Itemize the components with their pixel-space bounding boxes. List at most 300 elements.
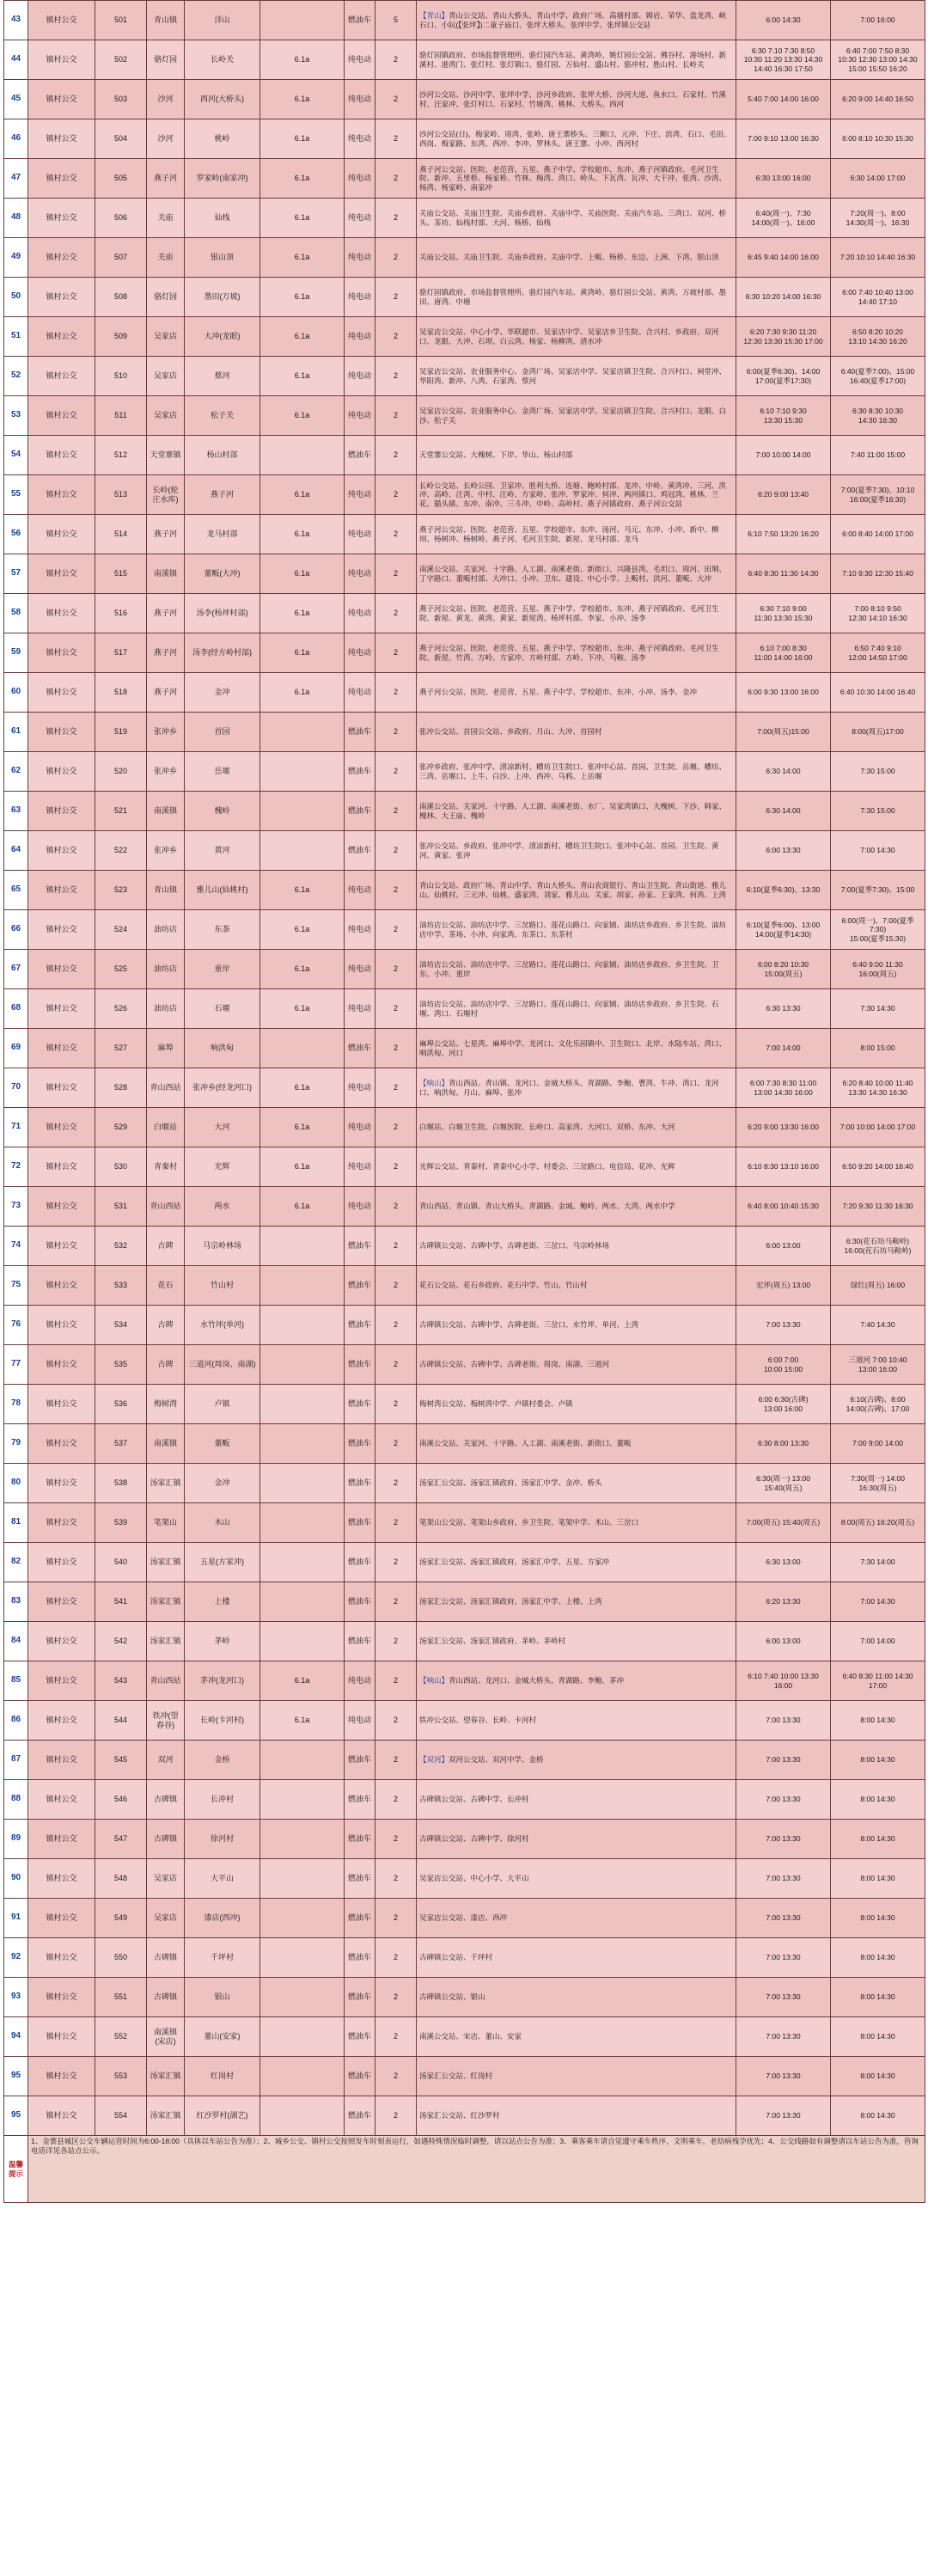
departure-times-return: 8:00 14:30 (831, 2017, 925, 2057)
terminal-stop: 杨山村部 (185, 436, 260, 475)
route-number: 534 (95, 1306, 147, 1345)
stop-list (417, 871, 736, 910)
company-name: 镇村公交 (28, 80, 95, 119)
route-mileage (260, 1, 345, 40)
terminal-stop: 千坪村 (185, 1938, 260, 1978)
company-name: 镇村公交 (28, 1424, 95, 1464)
row-number: 49 (4, 238, 28, 278)
route-mileage (260, 1780, 345, 1820)
departure-times-return: 6:40(夏季7:00)、15:00 16:40(夏季17:00) (831, 357, 925, 396)
stop-list (417, 1978, 736, 2017)
route-mileage: 6.1a (260, 633, 345, 673)
terminal-stop: 汤李(杨坪村部) (185, 594, 260, 633)
departure-times-outbound: 5:40 7:00 14:00 16:00 (736, 80, 831, 119)
vehicle-type: 纯电动 (345, 1701, 375, 1741)
company-name: 镇村公交 (28, 1543, 95, 1582)
stop-list (417, 475, 736, 515)
route-number: 530 (95, 1147, 147, 1187)
row-number: 47 (4, 159, 28, 199)
terminal-stop: 岳堰 (185, 752, 260, 792)
departure-times-outbound: 6:30 14:00 (736, 752, 831, 792)
footer-label: 温馨提示 (4, 2136, 28, 2203)
departure-times-outbound: 6:10 7:00 8:30 11:00 14:00 16:00 (736, 633, 831, 673)
origin-stop: 张冲乡 (147, 831, 185, 871)
terminal-stop: 长岭(卡河村) (185, 1701, 260, 1741)
departure-times-outbound: 6:10(夏季6:30)、13:30 (736, 871, 831, 910)
departure-times-return: 7:40 14:30 (831, 1306, 925, 1345)
vehicle-count: 2 (375, 317, 417, 357)
stop-list-text: 天堂寨公交站、大槐树、下岸、华山、杨山村部 (419, 450, 573, 460)
origin-stop: 燕子河 (147, 633, 185, 673)
vehicle-type: 纯电动 (345, 1187, 375, 1227)
terminal-stop: 燕子河 (185, 475, 260, 515)
table-row (4, 752, 925, 792)
route-mileage: 6.1a (260, 1187, 345, 1227)
origin-stop: 南溪镇 (147, 1424, 185, 1464)
departure-times-outbound: 6:20 7:30 9:30 11:20 12:30 13:30 15:30 17:00 (736, 317, 831, 357)
table-row (4, 2096, 925, 2136)
stop-list (417, 1780, 736, 1820)
route-mileage (260, 792, 345, 831)
departure-times-outbound: 7:00 10:00 14:00 (736, 436, 831, 475)
departure-times-outbound: 6:00 7:00 10:00 15:00 (736, 1345, 831, 1385)
vehicle-type: 燃油车 (345, 2096, 375, 2136)
departure-times-outbound: 7:00 13:30 (736, 1938, 831, 1978)
origin-stop: 古碑 (147, 1227, 185, 1266)
route-mileage (260, 1899, 345, 1938)
company-name: 镇村公交 (28, 238, 95, 278)
row-number: 77 (4, 1345, 28, 1385)
company-name: 镇村公交 (28, 1, 95, 40)
company-name: 镇村公交 (28, 1503, 95, 1543)
stop-list-text: 沙河公交站、沙河中学、张坪中学、沙河乡政府、张坪大桥、沙河大道、鱼水口、石家村、竹溪村、汪家冲、张灯村口、石家村、竹塘湾、桃林、大桥头、西河 (419, 90, 727, 108)
vehicle-type: 燃油车 (345, 792, 375, 831)
terminal-stop: 长冲村 (185, 1780, 260, 1820)
route-number: 502 (95, 40, 147, 80)
company-name: 镇村公交 (28, 1068, 95, 1108)
departure-times-return: 8:00 14:30 (831, 1899, 925, 1938)
route-number: 550 (95, 1938, 147, 1978)
origin-stop: 青秦村 (147, 1147, 185, 1187)
departure-times-return: 7:00(夏季7:30)、15:00 (831, 871, 925, 910)
vehicle-count: 2 (375, 1108, 417, 1147)
terminal-stop: 五星(方家冲) (185, 1543, 260, 1582)
table-row (4, 1147, 925, 1187)
route-number: 501 (95, 1, 147, 40)
vehicle-count: 2 (375, 1543, 417, 1582)
stop-list-text: 燕子河公交站、医院、老范营、五星、燕子中学、学校超市、东冲、小冲、汤李、金冲 (419, 688, 698, 697)
stop-list-text: 古碑镇公交站、古碑中学、古碑老街、周岗、南湖、三道河 (419, 1360, 610, 1369)
route-mileage: 6.1a (260, 989, 345, 1029)
stop-list-text: 梅树湾公交站、梅树湾中学、卢镇村委会、卢镇 (419, 1399, 573, 1409)
origin-stop: 燕子河 (147, 673, 185, 713)
stop-list (417, 357, 736, 396)
company-name: 镇村公交 (28, 1108, 95, 1147)
origin-stop: 骆灯园 (147, 278, 185, 317)
vehicle-type: 燃油车 (345, 1306, 375, 1345)
table-row (4, 1622, 925, 1661)
terminal-stop: 罗家岭(南家冲) (185, 159, 260, 199)
route-mileage: 6.1a (260, 317, 345, 357)
company-name: 镇村公交 (28, 910, 95, 950)
departure-times-return: 8:00 15:00 (831, 1029, 925, 1068)
stop-list-text: 青山公交站、青山大桥头、青山中学、政府广场、高塘村部、姆岩、荣华、盘龙湾、峡石口、小阮(【张坪】)二童子庙口、张坪大桥头、张坪中学、张坪镇公交站 (419, 11, 727, 29)
table-row (4, 831, 925, 871)
vehicle-count: 2 (375, 633, 417, 673)
terminal-stop: 响洪甸 (185, 1029, 260, 1068)
vehicle-count: 2 (375, 396, 417, 436)
origin-stop: 燕子河 (147, 159, 185, 199)
departure-times-return: 8:00 14:30 (831, 1859, 925, 1899)
table-row (4, 1543, 925, 1582)
route-number: 552 (95, 2017, 147, 2057)
row-number: 94 (4, 2017, 28, 2057)
company-name: 镇村公交 (28, 199, 95, 238)
departure-times-outbound: 7:00 13:30 (736, 1978, 831, 2017)
route-mileage: 6.1a (260, 475, 345, 515)
route-number: 510 (95, 357, 147, 396)
vehicle-count: 2 (375, 238, 417, 278)
terminal-stop: 大平山 (185, 1859, 260, 1899)
terminal-stop: 大河 (185, 1108, 260, 1147)
terminal-stop: 张冲乡(经龙河口) (185, 1068, 260, 1108)
origin-stop: 吴家店 (147, 1899, 185, 1938)
departure-times-outbound: 6:30 8:00 13:30 (736, 1424, 831, 1464)
route-number: 553 (95, 2057, 147, 2096)
route-number: 539 (95, 1503, 147, 1543)
route-number: 537 (95, 1424, 147, 1464)
footer-notes: 1、金寨县城区公交车辆运营时间为6:00-18:00（具体以车站公告为准）；2、城乡公交、镇村公交按照发车时刻表运行，如遇特殊情况临时调整，请以站点公告为准；3、乘客乘车请自觉遵守乘车秩序，文明乘车，老幼病残孕优先；4、公交线路如有调整请以车站公告为准，咨询电话详见各站点公示。 (28, 2136, 925, 2203)
route-mileage (260, 1424, 345, 1464)
route-number: 529 (95, 1108, 147, 1147)
departure-times-return: 6:40 10:30 14:00 16:40 (831, 673, 925, 713)
row-number: 61 (4, 713, 28, 752)
vehicle-type: 纯电动 (345, 396, 375, 436)
route-number: 503 (95, 80, 147, 119)
departure-times-outbound: 6:40 8:00 10:40 15:30 (736, 1187, 831, 1227)
departure-times-outbound: 7:00(周五)15:00 (736, 713, 831, 752)
departure-times-outbound: 7:00 13:30 (736, 1306, 831, 1345)
departure-times-return: 7:00 9:00 14:00 (831, 1424, 925, 1464)
route-number: 547 (95, 1820, 147, 1859)
departure-times-outbound: 6:45 9:40 14:00 16:00 (736, 238, 831, 278)
table-row (4, 1187, 925, 1227)
stop-list-text: 关庙公交站、关庙卫生院、关庙乡政府、关庙中学、上畈、杨桥、东边、上洲、下湾、银山顶 (419, 253, 719, 262)
departure-times-return: 7:00 14:00 (831, 1622, 925, 1661)
terminal-stop: 龙马村部 (185, 515, 260, 554)
company-name: 镇村公交 (28, 40, 95, 80)
table-row (4, 199, 925, 238)
stop-list-text: 南溪公交站、关家河、十字路、人工湖、南溪老街、新街口、董畈 (419, 1439, 632, 1448)
row-number: 89 (4, 1820, 28, 1859)
vehicle-count: 2 (375, 792, 417, 831)
row-number: 91 (4, 1899, 28, 1938)
vehicle-count: 2 (375, 357, 417, 396)
company-name: 镇村公交 (28, 1859, 95, 1899)
stop-list (417, 1108, 736, 1147)
route-mileage (260, 713, 345, 752)
vehicle-count: 2 (375, 1147, 417, 1187)
origin-stop: 古碑镇 (147, 1938, 185, 1978)
stop-list-text: 吴家店公交站、农业服务中心、金湾广场、吴家店中学、吴家店镇卫生院、合兴村口、龙眼、白沙、松子关 (419, 407, 727, 425)
company-name: 镇村公交 (28, 1464, 95, 1503)
origin-stop: 汤家汇镇 (147, 1464, 185, 1503)
vehicle-type: 燃油车 (345, 1, 375, 40)
route-mileage (260, 831, 345, 871)
stop-list-text: 燕子河公交站、医院、老范营、五星、燕子中学、学校超市、东冲、燕子河镇政府、毛河卫生院、新屋、竹湾、方岭、方家冲、方岭村部、方岭、下冲、马鞍、汤李 (419, 644, 719, 662)
table-row (4, 1345, 925, 1385)
origin-stop: 油坊店 (147, 910, 185, 950)
vehicle-count: 2 (375, 831, 417, 871)
route-number: 525 (95, 950, 147, 989)
route-number: 516 (95, 594, 147, 633)
stop-list-text: 铁冲公交站、望春谷、长岭、卡河村 (419, 1716, 537, 1725)
vehicle-count: 2 (375, 40, 417, 80)
stop-list-text: 古碑镇公交站、古碑中学、古碑老街、三岔口、马宗岭林场 (419, 1241, 610, 1251)
departure-times-return: 7:20(周一)、8:00 14:30(周一)、16:30 (831, 199, 925, 238)
vehicle-type: 燃油车 (345, 1780, 375, 1820)
route-mileage (260, 1859, 345, 1899)
table-row (4, 1385, 925, 1424)
vehicle-type: 燃油车 (345, 1266, 375, 1306)
stop-list (417, 713, 736, 752)
company-name: 镇村公交 (28, 1661, 95, 1701)
stop-list (417, 1741, 736, 1780)
row-number: 93 (4, 1978, 28, 2017)
departure-times-outbound: 6:00 14:30 (736, 1, 831, 40)
row-number: 60 (4, 673, 28, 713)
stop-list (417, 1345, 736, 1385)
route-number: 545 (95, 1741, 147, 1780)
vehicle-type: 燃油车 (345, 436, 375, 475)
route-mileage (260, 1503, 345, 1543)
vehicle-type: 燃油车 (345, 2017, 375, 2057)
route-number: 505 (95, 159, 147, 199)
departure-times-outbound: 6:00 9:30 13:00 16:00 (736, 673, 831, 713)
route-mileage: 6.1a (260, 1701, 345, 1741)
stop-list-text: 汤家汇公交站、红岗村 (419, 2071, 493, 2081)
company-name: 镇村公交 (28, 871, 95, 910)
departure-times-return: 6:10(古碑)、8:00 14:00(古碑)、17:00 (831, 1385, 925, 1424)
stop-list-text: 燕子河公交站、医院、老范营、五星、燕子中学、学校超市、东冲、燕子河镇政府、毛河卫生院、新屋、黄龙、黄湾、黄家、新屋湾、杨坪村部、李家、小冲、汤李 (419, 604, 719, 622)
row-number: 67 (4, 950, 28, 989)
departure-times-outbound: 6:20 9:00 13:30 16:00 (736, 1108, 831, 1147)
terminal-stop: 漆店(西冲) (185, 1899, 260, 1938)
origin-stop: 吴家店 (147, 317, 185, 357)
vehicle-count: 2 (375, 910, 417, 950)
stop-list (417, 1029, 736, 1068)
departure-times-outbound: 7:00 14:00 (736, 1029, 831, 1068)
stop-list (417, 238, 736, 278)
route-mileage: 6.1a (260, 1147, 345, 1187)
vehicle-type: 燃油车 (345, 1622, 375, 1661)
route-mileage (260, 1227, 345, 1266)
company-name: 镇村公交 (28, 357, 95, 396)
vehicle-type: 燃油车 (345, 831, 375, 871)
table-row (4, 396, 925, 436)
route-mileage (260, 436, 345, 475)
departure-times-return: 7:20 9:30 11:30 16:30 (831, 1187, 925, 1227)
vehicle-type: 纯电动 (345, 1108, 375, 1147)
stop-list (417, 1820, 736, 1859)
route-number: 519 (95, 713, 147, 752)
vehicle-type: 燃油车 (345, 1741, 375, 1780)
terminal-stop: 洋山 (185, 1, 260, 40)
stop-list (417, 1227, 736, 1266)
departure-times-return: 6:40 9:00 11:30 16:00(周五) (831, 950, 925, 989)
stop-list-text: 燕子河公交站、医院、老范营、五星、燕子中学、学校超市、东冲、燕子河镇政府、毛河卫生院、新冲、五里桥、杨家桥、竹林、梅湾、湾口、岭头、下瓦湾、瓦冲、大干冲、张湾、沙湾、杨湾、杨家岭、南家冲 (419, 165, 727, 192)
origin-stop: 青山镇 (147, 871, 185, 910)
vehicle-type: 纯电动 (345, 950, 375, 989)
vehicle-count: 5 (375, 1, 417, 40)
route-number: 511 (95, 396, 147, 436)
route-mileage (260, 2017, 345, 2057)
departure-times-return: 6:00 7:40 10:40 13:00 14:40 17:10 (831, 278, 925, 317)
stop-list-text: 光辉公交站、青秦村、青秦中心小学、村委会、三岔路口、电信局、花冲、光辉 (419, 1162, 675, 1172)
vehicle-count: 2 (375, 515, 417, 554)
origin-stop: 吴家店 (147, 1859, 185, 1899)
departure-times-return: 8:00(周五)17:00 (831, 713, 925, 752)
vehicle-count: 2 (375, 1582, 417, 1622)
vehicle-count: 2 (375, 554, 417, 594)
company-name: 镇村公交 (28, 2057, 95, 2096)
vehicle-type: 纯电动 (345, 633, 375, 673)
table-row (4, 950, 925, 989)
stop-list (417, 1899, 736, 1938)
terminal-stop: 竹山村 (185, 1266, 260, 1306)
row-number: 43 (4, 1, 28, 40)
row-number: 80 (4, 1464, 28, 1503)
stop-list (417, 80, 736, 119)
stop-list-text: 长岭公交站、长岭公园、卫家冲、胜利大桥、连塘、鲍岭村部、龙冲、中岭、黄湾冲、三河、洪冲、高岭、汪湾、中村、汪岭、方家岭、张冲、罗家冲、何冲、两河镇口、鸡冠湾、桃林、兰花、猫头镇、东冲、南冲、三斗冲、中岭、高岭村、燕子河镇政府、燕子河公交站 (419, 481, 727, 508)
stop-list (417, 1385, 736, 1424)
departure-times-return: 7:20 10:10 14:40 16:30 (831, 238, 925, 278)
company-name: 镇村公交 (28, 1266, 95, 1306)
stop-list-text: 吴家店公交站、漆店、西冲 (419, 1913, 508, 1923)
departure-times-return: 6:50 9:20 14:00 16:40 (831, 1147, 925, 1187)
row-number: 54 (4, 436, 28, 475)
route-number: 520 (95, 752, 147, 792)
row-number: 73 (4, 1187, 28, 1227)
company-name: 镇村公交 (28, 1978, 95, 2017)
origin-stop: 笔架山 (147, 1503, 185, 1543)
route-mileage: 6.1a (260, 1661, 345, 1701)
departure-times-return: 6:50 8:20 10:20 13:10 14:30 16:20 (831, 317, 925, 357)
vehicle-count: 2 (375, 278, 417, 317)
origin-stop: 燕子河 (147, 515, 185, 554)
route-number: 514 (95, 515, 147, 554)
stop-list (417, 436, 736, 475)
vehicle-type: 燃油车 (345, 1345, 375, 1385)
stop-list-text: 麻埠公交站、七星湾、麻埠中学、龙河口、文化乐园镇中、卫生院口、北岸、水陆车站、湾口、响洪甸、河口 (419, 1039, 727, 1057)
departure-times-return: 8:00 14:30 (831, 2057, 925, 2096)
company-name: 镇村公交 (28, 475, 95, 515)
route-mileage: 6.1a (260, 159, 345, 199)
company-name: 镇村公交 (28, 2096, 95, 2136)
departure-times-return: 6:20 9:00 14:40 16:50 (831, 80, 925, 119)
terminal-stop: 墨田(万坡) (185, 278, 260, 317)
row-number: 46 (4, 119, 28, 159)
row-number: 45 (4, 80, 28, 119)
stop-list (417, 910, 736, 950)
terminal-stop: 重岸 (185, 950, 260, 989)
departure-times-outbound: 7:00 13:30 (736, 2017, 831, 2057)
stop-list-text: 花石公交站、花石乡政府、花石中学、竹山、竹山村 (419, 1281, 588, 1290)
stop-list-text: 南溪公交站、宋店、董山、安家 (419, 2032, 522, 2041)
stop-list-text: 青山公交站、政府广场、青山中学、青山大桥头、青山农商银行、青山卫生院、青山街道、雅儿山、仙桃村、三元冲、仙桃、盛家湾、刘家、雅儿山、关家、胡家、孙家、王家湾、何湾、上湾 (419, 881, 727, 899)
vehicle-type: 燃油车 (345, 752, 375, 792)
departure-times-outbound: 6:30 7:10 9:00 11:30 13:30 15:30 (736, 594, 831, 633)
departure-times-return: 7:30 15:00 (831, 752, 925, 792)
vehicle-count: 2 (375, 1938, 417, 1978)
table-row (4, 238, 925, 278)
table-row (4, 871, 925, 910)
terminal-stop: 槐岭 (185, 792, 260, 831)
row-number: 51 (4, 317, 28, 357)
terminal-stop: 上楼 (185, 1582, 260, 1622)
table-row (4, 792, 925, 831)
vehicle-count: 2 (375, 1068, 417, 1108)
departure-times-outbound: 6:00 7:30 8:30 11:00 13:00 14:30 16:00 (736, 1068, 831, 1108)
company-name: 镇村公交 (28, 436, 95, 475)
vehicle-count: 2 (375, 1503, 417, 1543)
terminal-stop: 董畈 (185, 1424, 260, 1464)
stop-list (417, 515, 736, 554)
departure-times-return: 7:10 9:30 12:30 15:40 (831, 554, 925, 594)
departure-times-return: 8:00 14:30 (831, 1741, 925, 1780)
vehicle-type: 纯电动 (345, 1661, 375, 1701)
origin-stop: 吴家店 (147, 357, 185, 396)
table-row (4, 1661, 925, 1701)
origin-stop: 张冲乡 (147, 752, 185, 792)
vehicle-type: 燃油车 (345, 1464, 375, 1503)
row-number: 90 (4, 1859, 28, 1899)
vehicle-type: 纯电动 (345, 119, 375, 159)
route-number: 509 (95, 317, 147, 357)
vehicle-type: 燃油车 (345, 1582, 375, 1622)
stop-list-text: 笔架山公交站、笔架山乡政府、乡卫生院、笔架中学、木山、三岔口 (419, 1518, 639, 1527)
departure-times-outbound: 6:10 8:30 13:10 16:00 (736, 1147, 831, 1187)
departure-times-outbound: 7:00 13:30 (736, 1780, 831, 1820)
stop-list (417, 199, 736, 238)
departure-times-return: 7:40 11:00 15:00 (831, 436, 925, 475)
terminal-stop: 首园 (185, 713, 260, 752)
vehicle-type: 燃油车 (345, 1503, 375, 1543)
route-mileage (260, 1582, 345, 1622)
departure-times-outbound: 6:30 14:00 (736, 792, 831, 831)
vehicle-count: 2 (375, 1622, 417, 1661)
route-number: 522 (95, 831, 147, 871)
departure-times-return: 6:30(花石坊马鞍岭) 16:00(花石坊马鞍岭) (831, 1227, 925, 1266)
origin-stop: 双河 (147, 1741, 185, 1780)
departure-times-outbound: 6:00 13:30 (736, 831, 831, 871)
stop-list-text: 汤家汇公交站、汤家汇镇政府、汤家汇中学、五星、方家冲 (419, 1557, 610, 1567)
vehicle-type: 燃油车 (345, 1859, 375, 1899)
origin-stop: 古碑镇 (147, 1978, 185, 2017)
vehicle-type: 纯电动 (345, 1068, 375, 1108)
vehicle-type: 燃油车 (345, 2057, 375, 2096)
company-name: 镇村公交 (28, 831, 95, 871)
row-number: 63 (4, 792, 28, 831)
route-mileage (260, 1543, 345, 1582)
origin-stop: 铁冲(望春谷) (147, 1701, 185, 1741)
row-number: 95 (4, 2057, 28, 2096)
route-number: 542 (95, 1622, 147, 1661)
origin-stop: 青山西站 (147, 1661, 185, 1701)
vehicle-type: 纯电动 (345, 317, 375, 357)
departure-times-outbound: 6:30 10:20 14:00 16:30 (736, 278, 831, 317)
route-number: 524 (95, 910, 147, 950)
